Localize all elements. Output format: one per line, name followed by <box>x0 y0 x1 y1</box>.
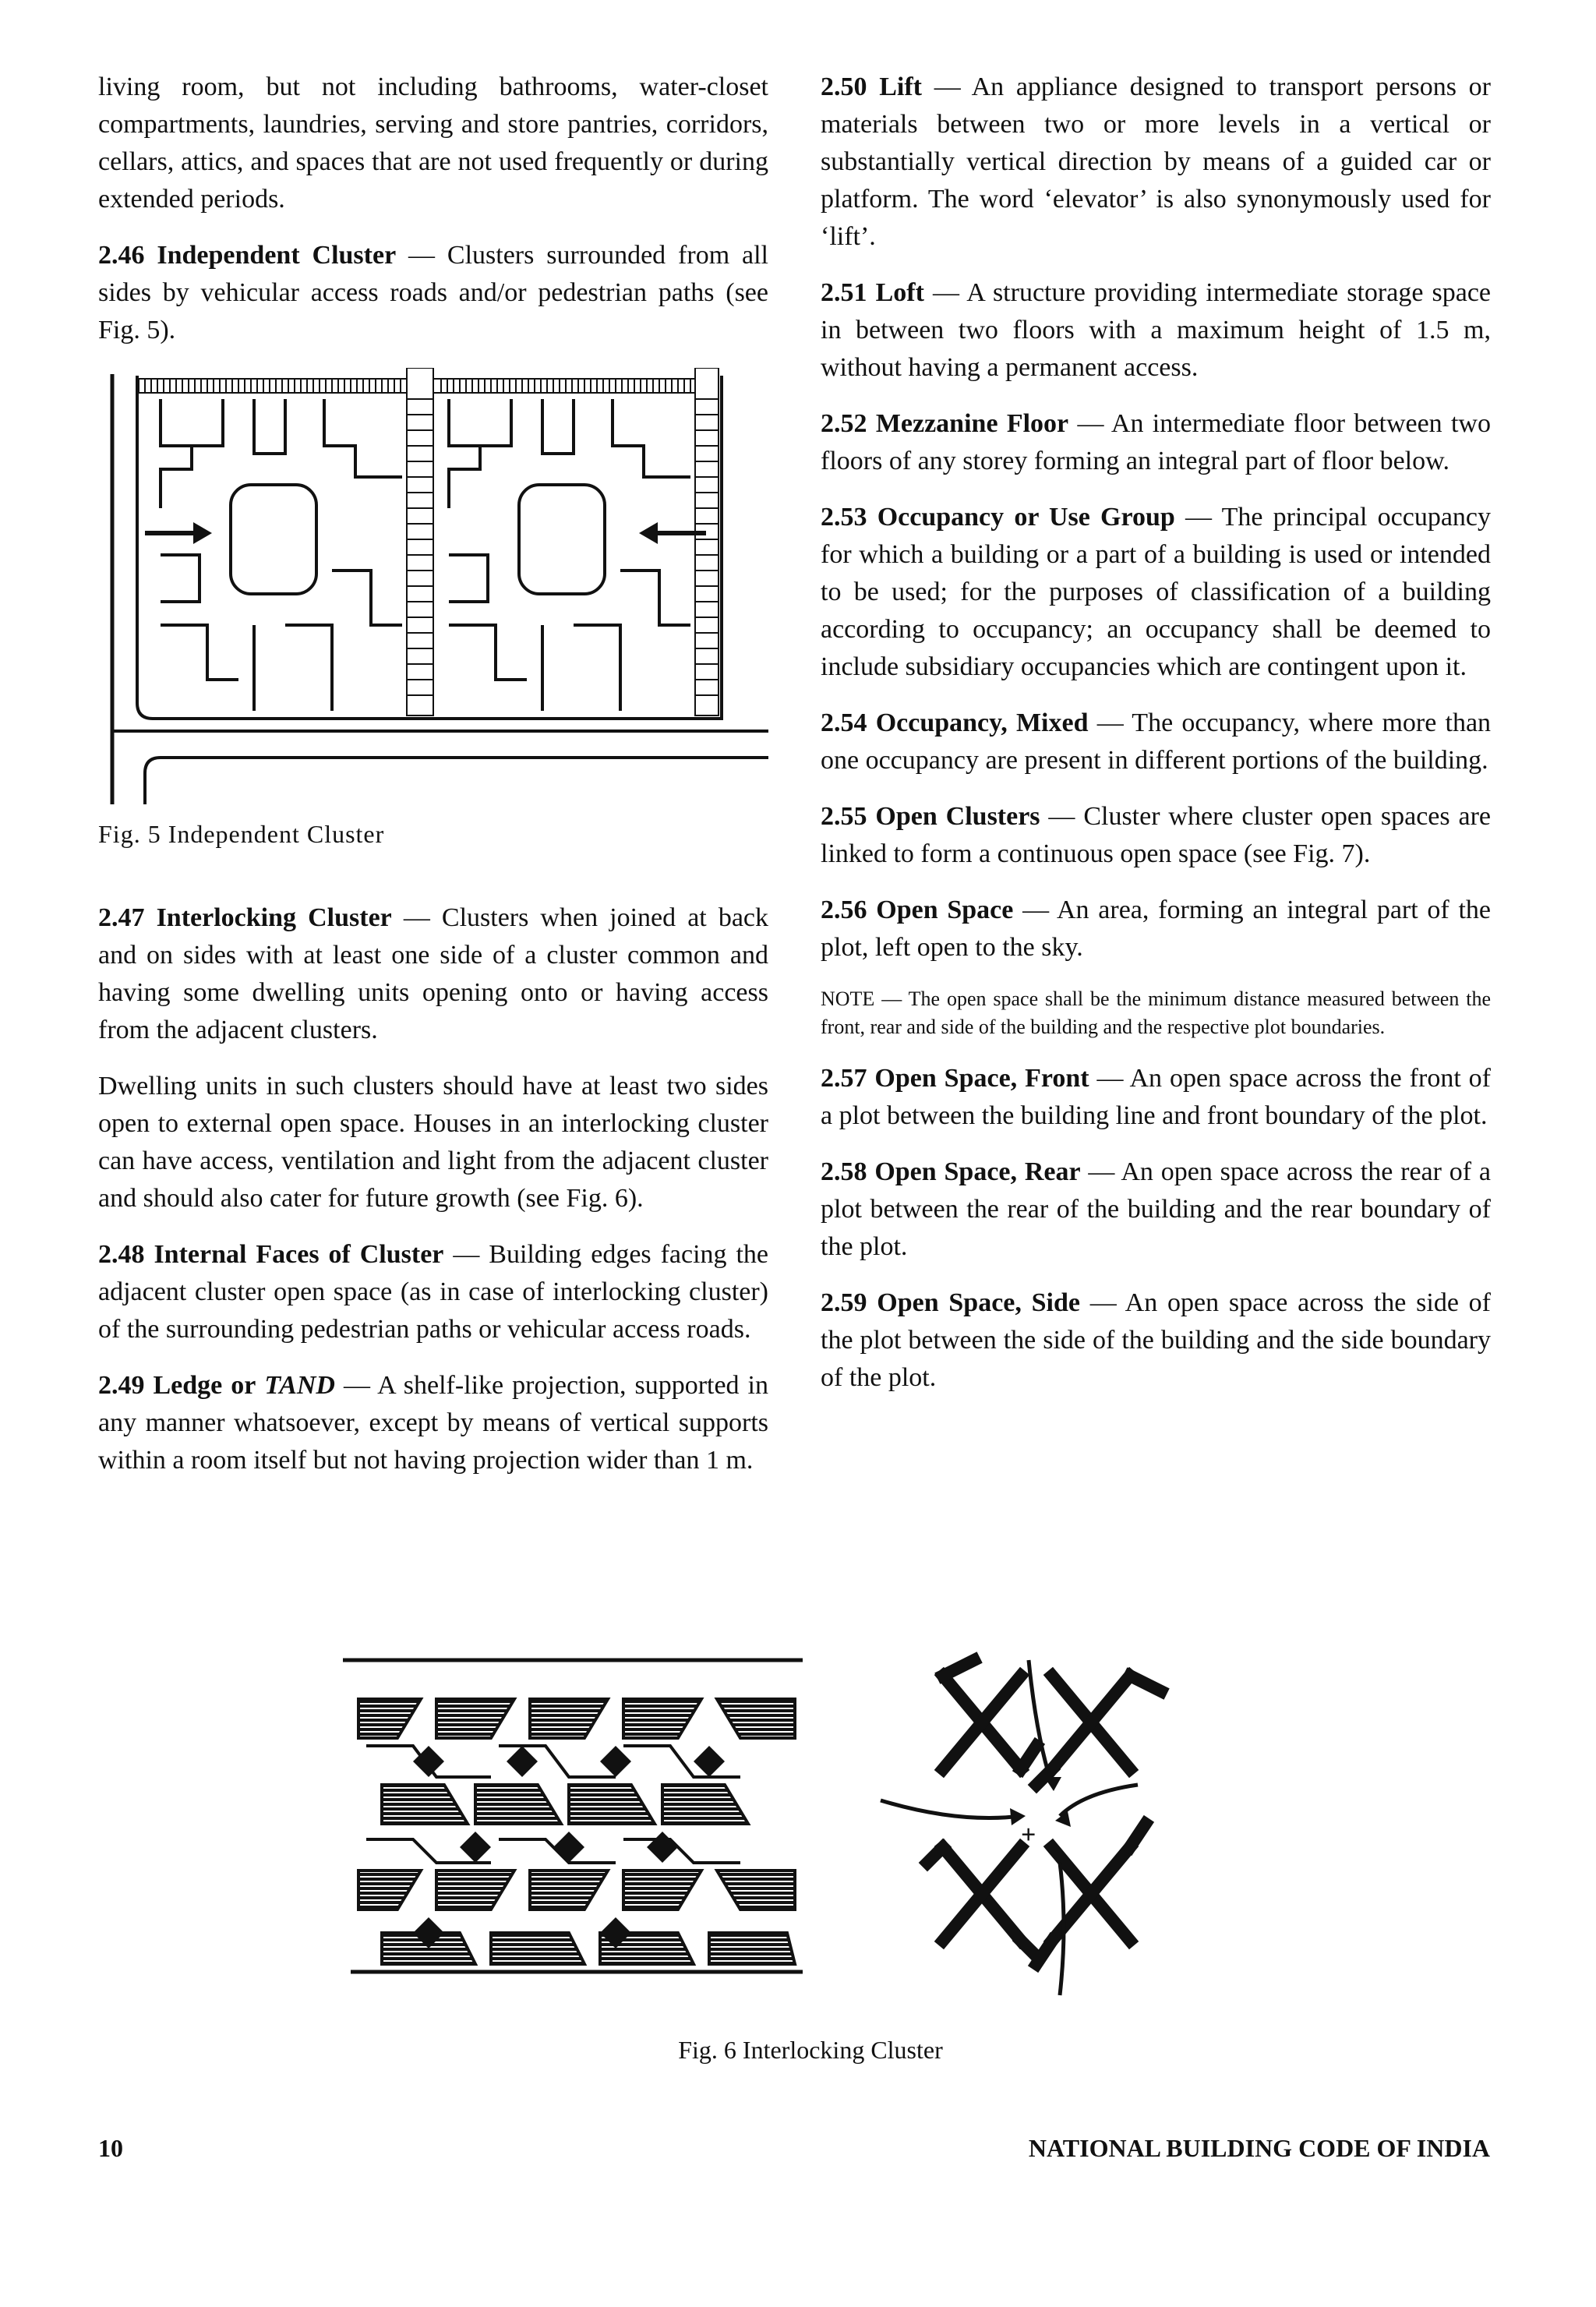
section-text: The occupancy, where more than one occupancy are present in different portions of the building. <box>821 708 1492 775</box>
section-2-53: 2.53 Occupancy or Use Group — The principal occupancy for which a building or a part of a building is used or intended to be used; for the purposes of classification of a building according to occupancy; an occupancy shall be deemed to include subsidiary occupancies which are contingent upon it. <box>821 503 1491 681</box>
section-2-51: 2.51 Loft — A structure providing intermediate storage space in between two floors with a maximum height of 1.5 m, without having a permanent access. <box>821 278 1492 382</box>
section-number: 2.46 <box>98 241 145 270</box>
section-term: Open Space, Side <box>877 1288 1081 1317</box>
section-2-56: 2.56 Open Space — An area, forming an integral part of the plot, left open to the sky. <box>821 896 1492 962</box>
section-number: 2.47 <box>98 903 145 932</box>
section-term: Open Clusters <box>875 802 1040 831</box>
section-2-50: 2.50 Lift — An appliance designed to transport persons or materials between two or more levels in a vertical or substantially vertical direction by means of a guided car or platform. The word ‘elevator’ is also synonymously used for ‘lift’. <box>821 72 1492 251</box>
section-number: 2.49 <box>98 1371 145 1400</box>
left-column <box>98 69 768 1498</box>
section-text: Clusters when joined at back and on sides with at least one side of a cluster common and having some dwelling units opening onto or having access from the adjacent clusters. <box>98 903 769 1044</box>
section-2-48: 2.48 Internal Faces of Cluster — Building edges facing the adjacent cluster open space (as in case of interlocking cluster) of the surrounding pedestrian paths or vehicular access roads. <box>98 1240 769 1344</box>
section-number: 2.51 <box>821 278 867 307</box>
section-2-54: 2.54 Occupancy, Mixed — The occupancy, where more than one occupancy are present in different portions of the building. <box>821 708 1492 775</box>
section-number: 2.53 <box>821 503 867 532</box>
section-number: 2.59 <box>821 1288 867 1317</box>
section-term: Interlocking Cluster <box>156 903 392 932</box>
figure-5-caption: Fig. 5 Independent Cluster <box>98 820 385 848</box>
section-text: The principal occupancy for which a building or a part of a building is used or intended to be used; for the purposes of classification of a building according to occupancy; an occupancy shall be deemed to include subsidiary occupancies which are contingent upon it. <box>821 503 1491 681</box>
section-term: Ledge or <box>153 1371 256 1400</box>
section-number: 2.52 <box>821 409 867 438</box>
section-number: 2.50 <box>821 72 867 101</box>
figure-5-independent-cluster <box>98 368 768 804</box>
figure-6-interlocking-cluster <box>335 1629 1294 2003</box>
section-2-58: 2.58 Open Space, Rear — An open space across the rear of a plot between the rear of the building and the rear boundary of the plot. <box>821 1157 1492 1261</box>
section-term: Open Space <box>876 896 1014 924</box>
section-term: Occupancy or Use Group <box>877 503 1175 532</box>
figure-6-caption: Fig. 6 Interlocking Cluster <box>678 2036 943 2064</box>
section-text: An open space across the front of a plot between the building line and front boundary of the plot. <box>821 1064 1491 1130</box>
section-text: A shelf-like projection, supported in any manner whatsoever, except by means of vertical supports within a room itself but not having projection wider than 1 m. <box>98 1371 768 1475</box>
section-2-52: 2.52 Mezzanine Floor — An intermediate floor between two floors of any storey forming an integral part of floor below. <box>821 409 1491 475</box>
svg-text:+: + <box>1021 1821 1036 1849</box>
section-term: Internal Faces of Cluster <box>154 1240 444 1269</box>
right-column <box>821 69 1491 1415</box>
section-number: 2.57 <box>821 1064 867 1093</box>
section-number: 2.56 <box>821 896 867 924</box>
fig6-left-pattern <box>358 1699 795 1964</box>
section-text: Clusters surrounded from all sides by vehicular access roads and/or pedestrian paths (see Fig. 5). <box>98 241 768 344</box>
section-2-47: 2.47 Interlocking Cluster — Clusters when joined at back and on sides with at least one side of a cluster common and having some dwelling units opening onto or having access from the adjacent clusters. <box>98 903 769 1044</box>
section-term: Loft <box>875 278 924 307</box>
section-text: An intermediate floor between two floors of any storey forming an integral part of floor below. <box>821 409 1491 475</box>
section-text: An appliance designed to transport persons or materials between two or more levels in a vertical or substantially vertical direction by means of a guided car or platform. The word ‘elevator’ is also synonymously used for ‘lift’. <box>821 72 1492 251</box>
section-number: 2.54 <box>821 708 867 737</box>
section-text: An area, forming an integral part of the plot, left open to the sky. <box>821 896 1492 962</box>
section-text: A structure providing intermediate storage space in between two floors with a maximum height of 1.5 m, without having a permanent access. <box>821 278 1492 382</box>
section-term-italic: TAND <box>264 1371 335 1400</box>
section-term: Mezzanine Floor <box>875 409 1069 438</box>
section-text: Cluster where cluster open spaces are linked to form a continuous open space (see Fig. 7). <box>821 802 1492 868</box>
section-2-55: 2.55 Open Clusters — Cluster where cluster open spaces are linked to form a continuous open space (see Fig. 7). <box>821 802 1492 868</box>
section-2-59: 2.59 Open Space, Side — An open space across the side of the plot between the side of the building and the side boundary of the plot. <box>821 1288 1492 1392</box>
section-term: Open Space, Front <box>874 1064 1089 1093</box>
section-2-47-paragraph-2: Dwelling units in such clusters should have at least two sides open to external open space. Houses in an interlocking cluster can have access, ventilation and light from the adjacent cluster and should also cater for future growth (see Fig. 6). <box>98 1072 768 1213</box>
section-text: An open space across the rear of a plot between the rear of the building and the rear boundary of the plot. <box>821 1157 1492 1261</box>
section-text: An open space across the side of the plot between the side of the building and the side boundary of the plot. <box>821 1288 1492 1392</box>
section-term: Independent Cluster <box>157 241 397 270</box>
section-term: Lift <box>879 72 922 101</box>
section-number: 2.55 <box>821 802 867 831</box>
intro-paragraph: living room, but not including bathrooms, water-closet compartments, laundries, serving and store pantries, corridors, cellars, attics, and spaces that are not used frequently or during extended periods. <box>98 72 768 214</box>
section-text: Building edges facing the adjacent cluster open space (as in case of interlocking cluster) of the surrounding pedestrian paths or vehicular access roads. <box>98 1240 769 1344</box>
fig6-right-pattern <box>927 1660 1161 1964</box>
section-2-56-note: NOTE — The open space shall be the minimum distance measured between the front, rear and side of the building and the respective plot boundaries. <box>821 987 1491 1038</box>
section-term: Occupancy, Mixed <box>875 708 1089 737</box>
footer-title: NATIONAL BUILDING CODE OF INDIA <box>1028 2134 1490 2162</box>
section-2-49: 2.49 Ledge or TAND — A shelf-like projection, supported in any manner whatsoever, except by means of vertical supports within a room itself but not having projection wider than 1 m. <box>98 1371 768 1475</box>
page-number: 10 <box>98 2134 123 2162</box>
section-2-46: 2.46 Independent Cluster — Clusters surrounded from all sides by vehicular access roads and/or pedestrian paths (see Fig. 5). <box>98 241 768 344</box>
section-number: 2.58 <box>821 1157 867 1186</box>
section-term: Open Space, Rear <box>874 1157 1081 1186</box>
section-2-57: 2.57 Open Space, Front — An open space across the front of a plot between the building line and front boundary of the plot. <box>821 1064 1491 1130</box>
section-number: 2.48 <box>98 1240 145 1269</box>
